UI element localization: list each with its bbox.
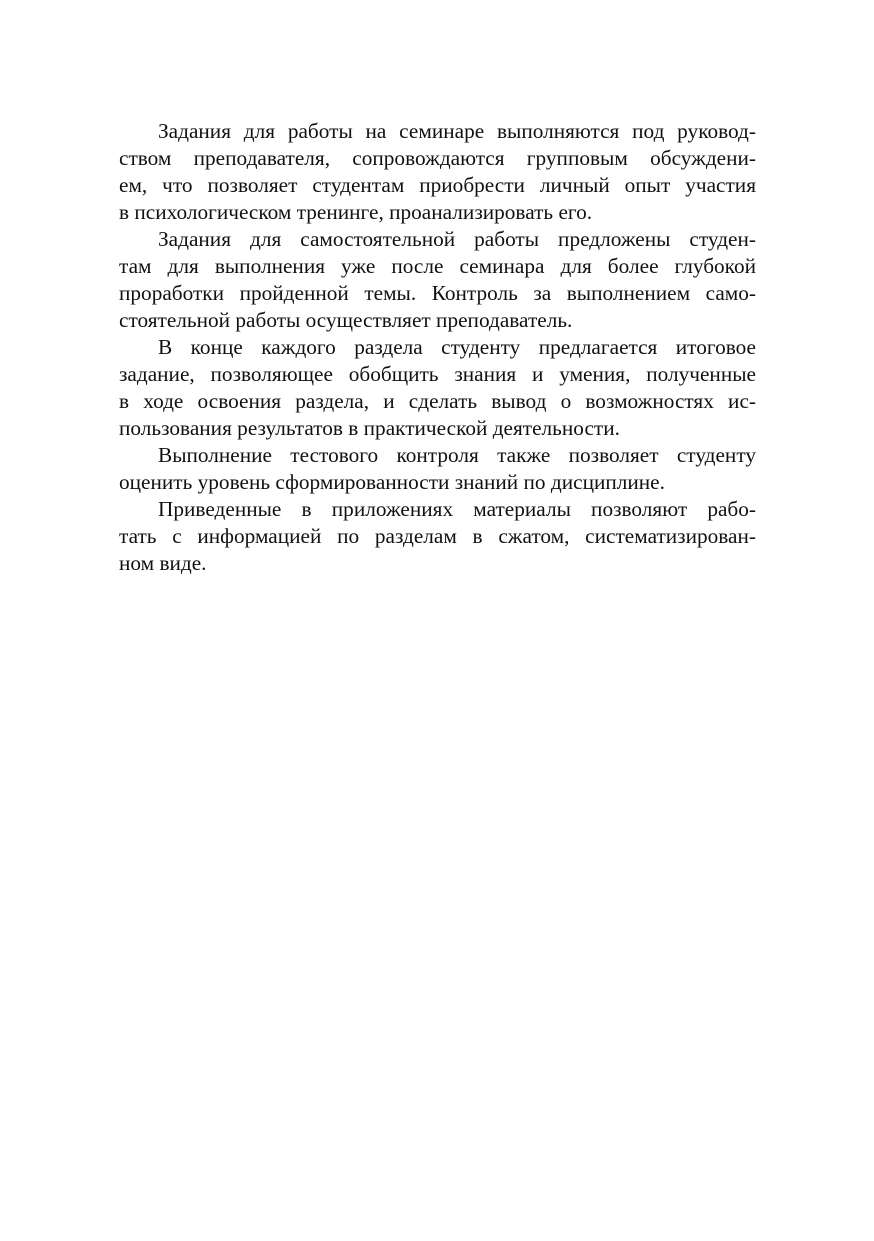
paragraph-line: задание, позволяющее обобщить знания и умения, полученные bbox=[119, 362, 756, 386]
paragraph-line: ном виде. bbox=[119, 551, 207, 575]
paragraph-line: пользования результатов в практической деятельности. bbox=[119, 416, 620, 440]
paragraph-line: ством преподавателя, сопровождаются групповым обсуждени- bbox=[119, 146, 756, 170]
paragraph-line: В конце каждого раздела студенту предлагается итоговое bbox=[158, 335, 756, 359]
paragraph-line: ем, что позволяет студентам приобрести личный опыт участия bbox=[119, 173, 756, 197]
paragraph-line: проработки пройденной темы. Контроль за выполнением само- bbox=[119, 281, 756, 305]
body-text bbox=[119, 118, 756, 577]
paragraph-line: в ходе освоения раздела, и сделать вывод о возможностях ис- bbox=[119, 389, 756, 413]
paragraph-line: в психологическом тренинге, проанализировать его. bbox=[119, 200, 593, 224]
paragraph-line: Приведенные в приложениях материалы позволяют рабо- bbox=[158, 497, 756, 521]
paragraph-line: Задания для работы на семинаре выполняются под руковод- bbox=[158, 119, 756, 143]
paragraph-line: Выполнение тестового контроля также позволяет студенту bbox=[158, 443, 756, 467]
paragraph-line: оценить уровень сформированности знаний по дисциплине. bbox=[119, 470, 665, 494]
paragraph-3 bbox=[119, 334, 756, 442]
paragraph-line: стоятельной работы осуществляет преподаватель. bbox=[119, 308, 573, 332]
paragraph-line: там для выполнения уже после семинара для более глубокой bbox=[119, 254, 756, 278]
paragraph-2 bbox=[119, 226, 756, 334]
paragraph-4 bbox=[119, 442, 756, 496]
paragraph-line: Задания для самостоятельной работы предложены студен- bbox=[158, 227, 756, 251]
paragraph-1 bbox=[119, 118, 756, 226]
paragraph-5 bbox=[119, 496, 756, 577]
paragraph-line: тать с информацией по разделам в сжатом, систематизирован- bbox=[119, 524, 756, 548]
